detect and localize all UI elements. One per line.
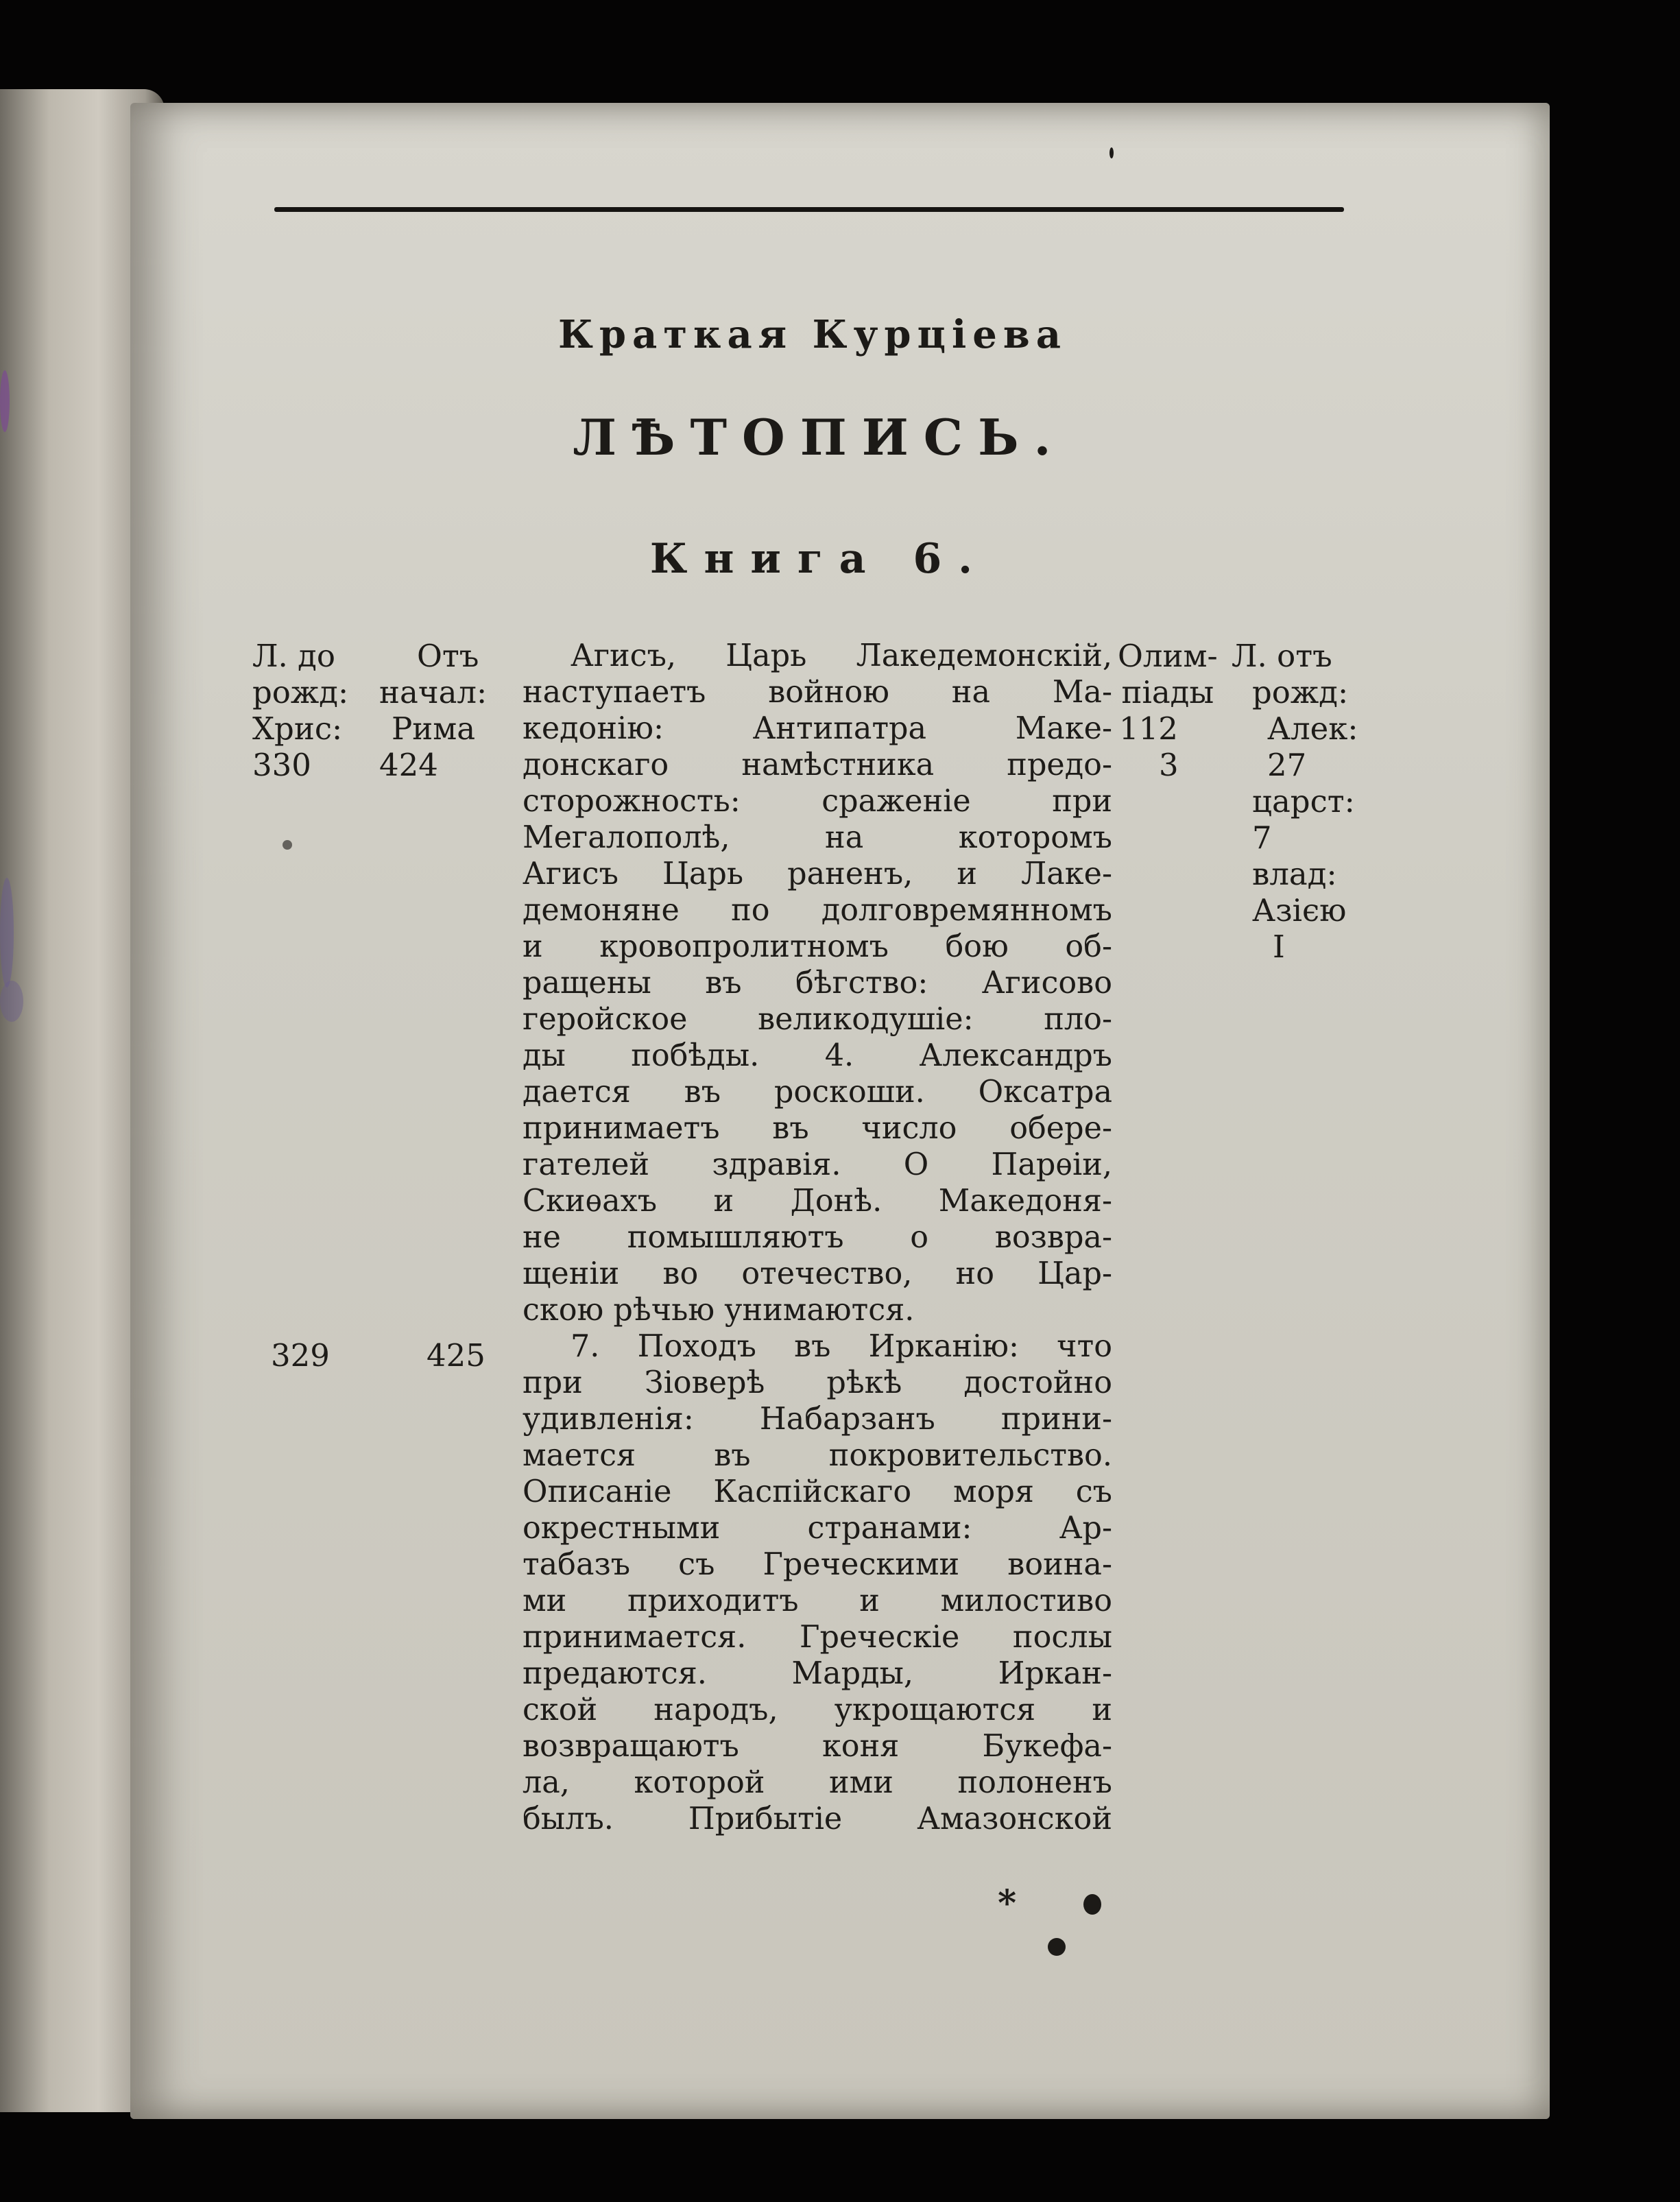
ink-stain bbox=[0, 981, 23, 1022]
olympiad-value: 112 bbox=[1119, 710, 1178, 747]
text-line: не помышляютъ о возвра- bbox=[523, 1220, 1112, 1255]
book-number: Книга 6. bbox=[649, 535, 989, 583]
text-line: донскаго намѣстника предо- bbox=[523, 747, 1112, 782]
text-line: табазъ съ Греческими воина- bbox=[523, 1547, 1112, 1582]
text-line: скою рѣчью унимаются. bbox=[523, 1293, 915, 1328]
text-line: демоняне по долговремянномъ bbox=[523, 893, 1112, 928]
text-line: дается въ роскоши. Оксатра bbox=[523, 1075, 1112, 1110]
ink-dot bbox=[1083, 1894, 1101, 1915]
year-value: 425 bbox=[427, 1337, 485, 1374]
text-line: Описаніе Каспійскаго моря съ bbox=[523, 1474, 1112, 1509]
ink-dot bbox=[283, 840, 292, 850]
text-line: сторожность: сраженіе при bbox=[523, 784, 1112, 819]
title-line-2: ЛѢТОПИСЬ. bbox=[573, 408, 1066, 466]
column-head: Отъ bbox=[417, 638, 479, 674]
text-line: Агисъ Царь раненъ, и Лаке- bbox=[523, 857, 1112, 891]
column-alexander bbox=[1232, 638, 1358, 965]
column-head: піады bbox=[1121, 674, 1214, 710]
year-value: 329 bbox=[271, 1337, 330, 1374]
text-line: щеніи во отечество, но Цар- bbox=[523, 1256, 1112, 1291]
column-head: Хрис: bbox=[252, 710, 343, 747]
text-line: окрестными странами: Ар- bbox=[523, 1511, 1112, 1546]
column-years-bc bbox=[252, 638, 348, 783]
alex-line: Азією bbox=[1252, 892, 1347, 929]
text-line: былъ. Прибытіе Амазонской bbox=[523, 1802, 1112, 1836]
text-line: наступаетъ войною на Ма- bbox=[523, 675, 1112, 710]
column-head: начал: bbox=[379, 674, 488, 710]
text-line: возвращаютъ коня Букефа- bbox=[523, 1729, 1112, 1764]
alex-line: царст: bbox=[1252, 783, 1355, 819]
text-line: кедонію: Антипатра Маке- bbox=[523, 711, 1112, 746]
column-olympiad bbox=[1118, 638, 1218, 783]
year-value: 424 bbox=[379, 747, 438, 783]
text-line: ми приходитъ и милостиво bbox=[523, 1583, 1112, 1618]
column-years-rome bbox=[379, 638, 487, 783]
text-line: Мегалополѣ, на которомъ bbox=[523, 820, 1112, 855]
text-line: удивленія: Набарзанъ прини- bbox=[523, 1402, 1112, 1437]
text-line: Скиѳахъ и Донѣ. Македоня- bbox=[523, 1184, 1112, 1219]
text-line: при Зіоверѣ рѣкѣ достойно bbox=[523, 1365, 1112, 1400]
text-line: геройское великодушіе: пло- bbox=[523, 1002, 1112, 1037]
text-line: и кровопролитномъ бою об- bbox=[523, 929, 1112, 964]
text-line: ращены въ бѣгство: Агисово bbox=[523, 966, 1112, 1001]
year-value: 330 bbox=[252, 747, 311, 783]
ink-dot bbox=[1109, 147, 1114, 158]
ink-stain bbox=[0, 878, 14, 988]
alex-line: 7 bbox=[1252, 819, 1272, 856]
column-head: Рима bbox=[392, 710, 476, 747]
column-head: Олим- bbox=[1118, 638, 1218, 674]
column-head: рожд: bbox=[1252, 674, 1349, 710]
text-line: гателей здравія. О Парѳіи, bbox=[523, 1147, 1112, 1182]
text-line: ской народъ, укрощаются и bbox=[523, 1692, 1112, 1727]
alex-line: влад: bbox=[1252, 856, 1337, 892]
alex-line: 27 bbox=[1267, 747, 1307, 783]
text-line: принимаетъ въ число обере- bbox=[523, 1111, 1112, 1146]
entry-text bbox=[523, 638, 1112, 1837]
signature-mark: * bbox=[998, 1882, 1017, 1924]
alex-line: Алек: bbox=[1267, 710, 1358, 747]
text-line: ды побѣды. 4. Александръ bbox=[523, 1038, 1112, 1073]
text-line: предаются. Марды, Иркан- bbox=[523, 1656, 1112, 1691]
column-head: Л. до bbox=[252, 638, 335, 674]
olympiad-year: 3 bbox=[1159, 747, 1179, 783]
title-line-1: Краткая Курціева bbox=[557, 312, 1068, 357]
text-line: ла, которой ими полоненъ bbox=[523, 1765, 1112, 1800]
text-line: принимается. Греческіе послы bbox=[523, 1620, 1112, 1655]
text-line: мается въ покровительство. bbox=[523, 1438, 1112, 1473]
column-head: рожд: bbox=[252, 674, 349, 710]
header-rule bbox=[274, 207, 1344, 212]
text-line: 7. Походъ въ Ирканію: что bbox=[571, 1329, 1112, 1364]
alex-line: I bbox=[1273, 929, 1285, 965]
text-line: Агисъ, Царь Лакедемонскій, bbox=[571, 638, 1112, 673]
ink-dot bbox=[1048, 1938, 1066, 1956]
column-head: Л. отъ bbox=[1232, 638, 1332, 674]
